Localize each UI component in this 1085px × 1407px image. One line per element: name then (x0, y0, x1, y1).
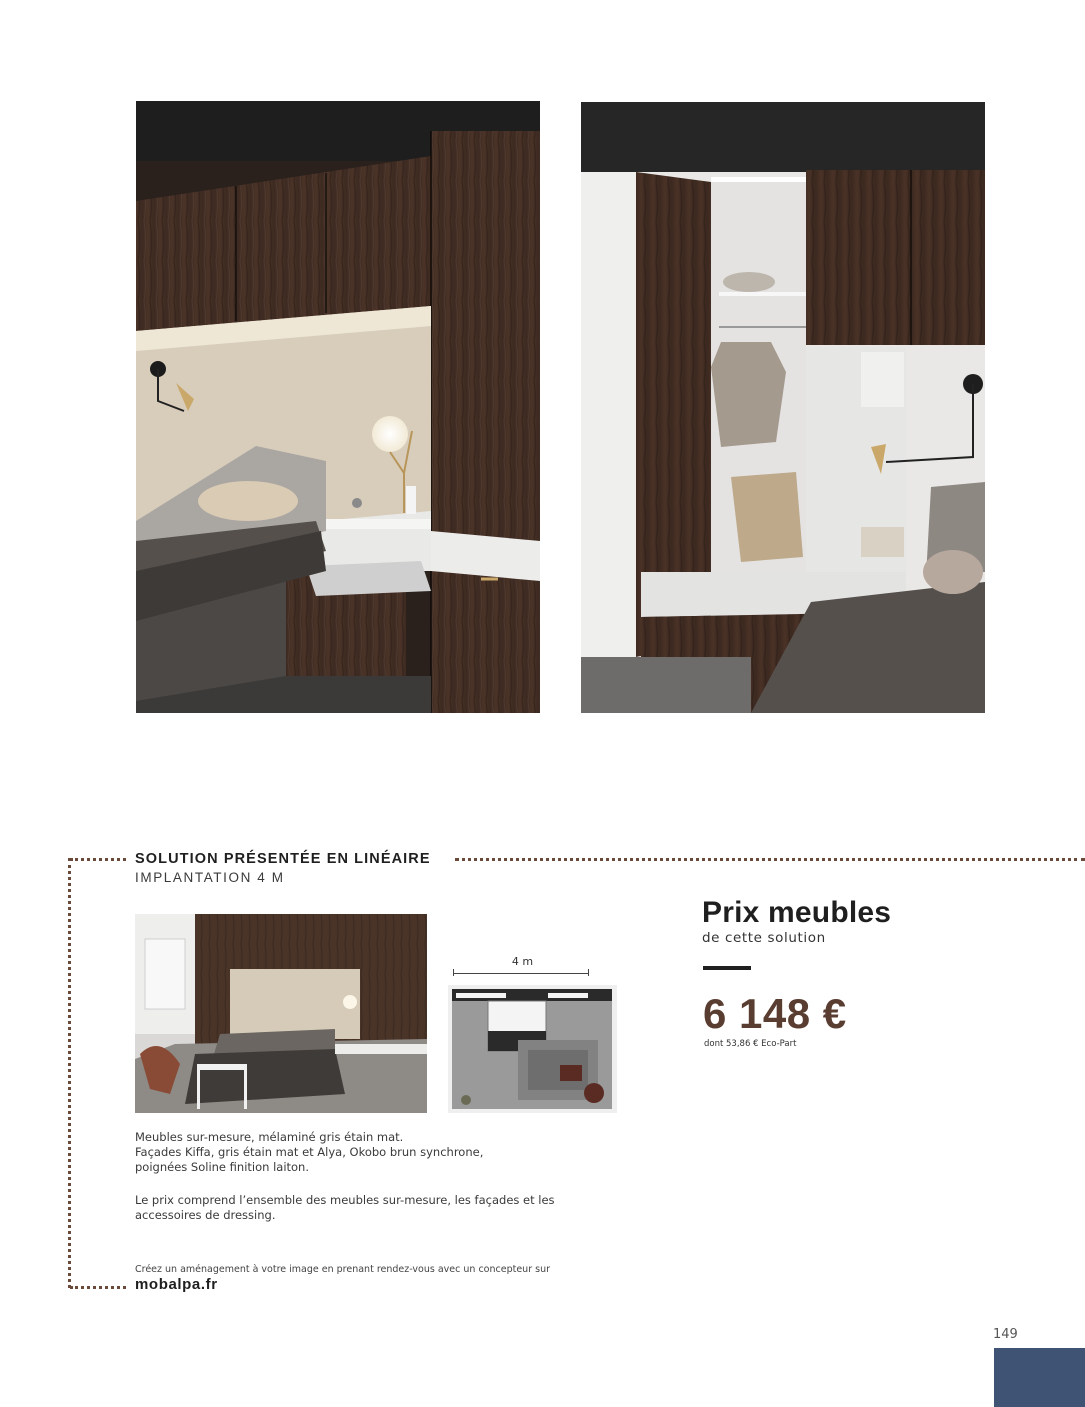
eco-part-note: dont 53,86 € Eco-Part (704, 1039, 797, 1049)
plan-dimension-label: 4 m (511, 955, 534, 968)
appointment-text: Créez un aménagement à votre image en prenant rendez-vous avec un concepteur sur (135, 1264, 550, 1275)
solution-description (135, 1130, 555, 1223)
floor-plan (448, 985, 617, 1113)
plan-dimension-line (453, 973, 588, 974)
plan-dimension-tick-right (588, 969, 589, 976)
solution-subtitle: IMPLANTATION 4 M (135, 870, 285, 885)
website-link[interactable]: mobalpa.fr (135, 1276, 218, 1293)
page-number: 149 (993, 1327, 1018, 1342)
thumbnail-illustration (135, 914, 427, 1113)
price-scope-line: accessoires de dressing. (135, 1208, 276, 1222)
description-line: poignées Soline finition laiton. (135, 1160, 309, 1174)
dotted-border-top-right (455, 858, 1085, 861)
dotted-border-bottom (70, 1286, 126, 1289)
plan-dimension-tick-left (453, 969, 454, 976)
solution-title: SOLUTION PRÉSENTÉE EN LINÉAIRE (135, 851, 431, 867)
description-line: Façades Kiffa, gris étain mat et Alya, Okobo brun synchrone, (135, 1145, 484, 1159)
price-divider (703, 966, 751, 970)
solution-thumbnail (135, 914, 427, 1113)
description-line: Meubles sur-mesure, mélaminé gris étain mat. (135, 1130, 404, 1144)
price-subtitle: de cette solution (702, 930, 826, 946)
dotted-border-left (68, 858, 71, 1288)
price-title: Prix meubles (702, 896, 892, 929)
price-scope-line: Le prix comprend l’ensemble des meubles sur-mesure, les façades et les (135, 1193, 555, 1207)
floor-plan-illustration (448, 985, 617, 1113)
price-value: 6 148 € (703, 990, 847, 1037)
wardrobe-illustration (581, 102, 985, 713)
wardrobe-photo (581, 102, 985, 713)
page-color-tab (994, 1348, 1085, 1407)
bedroom-illustration (136, 101, 540, 713)
dotted-border-top-left (70, 858, 126, 861)
bedroom-photo (136, 101, 540, 713)
